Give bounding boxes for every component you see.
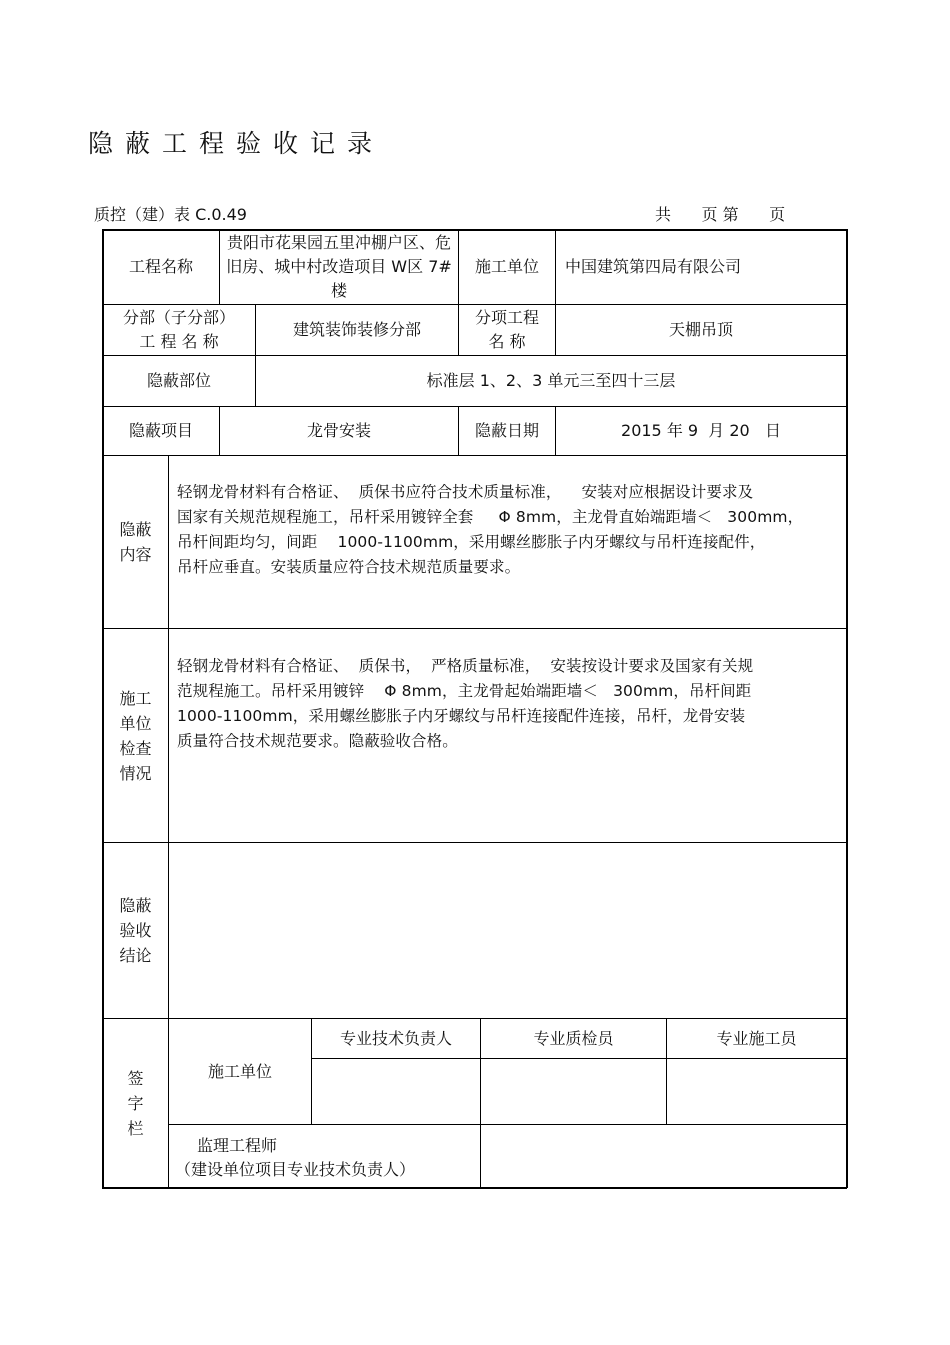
sig-quality-inspector-header: 专业质检员 [533, 1028, 614, 1048]
sig-construction-unit: 施工单位 [207, 1061, 272, 1081]
project-name-value: 贵阳市花果园五里冲棚户区、危旧房、城中村改造项目 W区 7#楼 [226, 233, 452, 300]
content-line: 吊杆间距均匀，间距 1000-1100mm，采用螺丝膨胀子内牙螺纹与吊杆连接配件， [177, 533, 766, 551]
table-border-right [846, 229, 848, 1188]
concealed-item-value: 龙骨安装 [306, 421, 371, 440]
concealed-date-label: 隐蔽日期 [474, 421, 539, 440]
content-label: 隐蔽内容 [119, 520, 152, 564]
inspection-line: 1000-1100mm，采用螺丝膨胀子内牙螺纹与吊杆连接配件连接，吊杆，龙骨安装 [177, 707, 746, 725]
content-line: 轻钢龙骨材料有合格证、 质保书应符合技术质量标准， 安装对应根据设计要求及 [177, 483, 754, 501]
signature-label: 签字栏 [127, 1068, 144, 1138]
supervisor-signature-field [481, 1125, 846, 1187]
inspection-line: 质量符合技术规范要求。隐蔽验收合格。 [177, 732, 458, 750]
sig-construction-worker-field [667, 1059, 846, 1124]
inspection-line: 范规程施工。吊杆采用镀锌 Φ 8mm，主龙骨起始端距墙＜ 300mm，吊杆间距 [177, 682, 752, 700]
sub-item-label: 分项工程 名 称 [474, 308, 539, 351]
supervisor-label [175, 1134, 415, 1182]
row-line [102, 455, 847, 456]
project-name-label: 工程名称 [128, 257, 193, 276]
table-border-bottom [102, 1187, 847, 1189]
sig-quality-inspector-field [481, 1059, 666, 1124]
conclusion-label: 隐蔽验收结论 [119, 896, 152, 965]
sig-construction-worker-header: 专业施工员 [716, 1028, 797, 1048]
construction-unit-value: 中国建筑第四局有限公司 [565, 257, 742, 276]
document-title: 隐蔽工程验收记录 [88, 129, 385, 158]
sub-division-value: 建筑装饰装修分部 [292, 320, 421, 339]
conclusion-area [169, 843, 846, 1018]
sub-item-value: 天棚吊顶 [668, 320, 733, 339]
construction-unit-label: 施工单位 [474, 257, 539, 276]
concealed-item-label: 隐蔽项目 [128, 421, 193, 440]
page-info: 共 页 第 页 [655, 205, 786, 224]
inspection-label: 施工单位检查情况 [119, 688, 152, 783]
sub-division-label: 分部（子分部）工 程 名 称 [123, 308, 236, 351]
content-line: 国家有关规范规程施工，吊杆采用镀锌全套 Φ 8mm，主龙骨直始端距墙＜ 300mm， [177, 508, 804, 526]
concealed-location-value: 标准层 1、2、3 单元三至四十三层 [426, 371, 676, 390]
supervisor-line1: 监理工程师 [197, 1136, 278, 1155]
sig-tech-lead-field [312, 1059, 480, 1124]
row-line [102, 628, 847, 629]
form-number: 质控（建）表 C.0.49 [94, 205, 247, 224]
supervisor-line2: （建设单位项目专业技术负责人） [175, 1160, 416, 1179]
inspection-line: 轻钢龙骨材料有合格证、 质保书， 严格质量标准， 安装按设计要求及国家有关规 [177, 657, 754, 675]
concealed-location-label: 隐蔽部位 [146, 371, 211, 390]
sig-tech-lead-header: 专业技术负责人 [339, 1028, 452, 1048]
concealed-date-value: 2015 年 9 月 20 日 [621, 421, 781, 440]
content-line: 吊杆应垂直。安装质量应符合技术规范质量要求。 [177, 558, 521, 576]
